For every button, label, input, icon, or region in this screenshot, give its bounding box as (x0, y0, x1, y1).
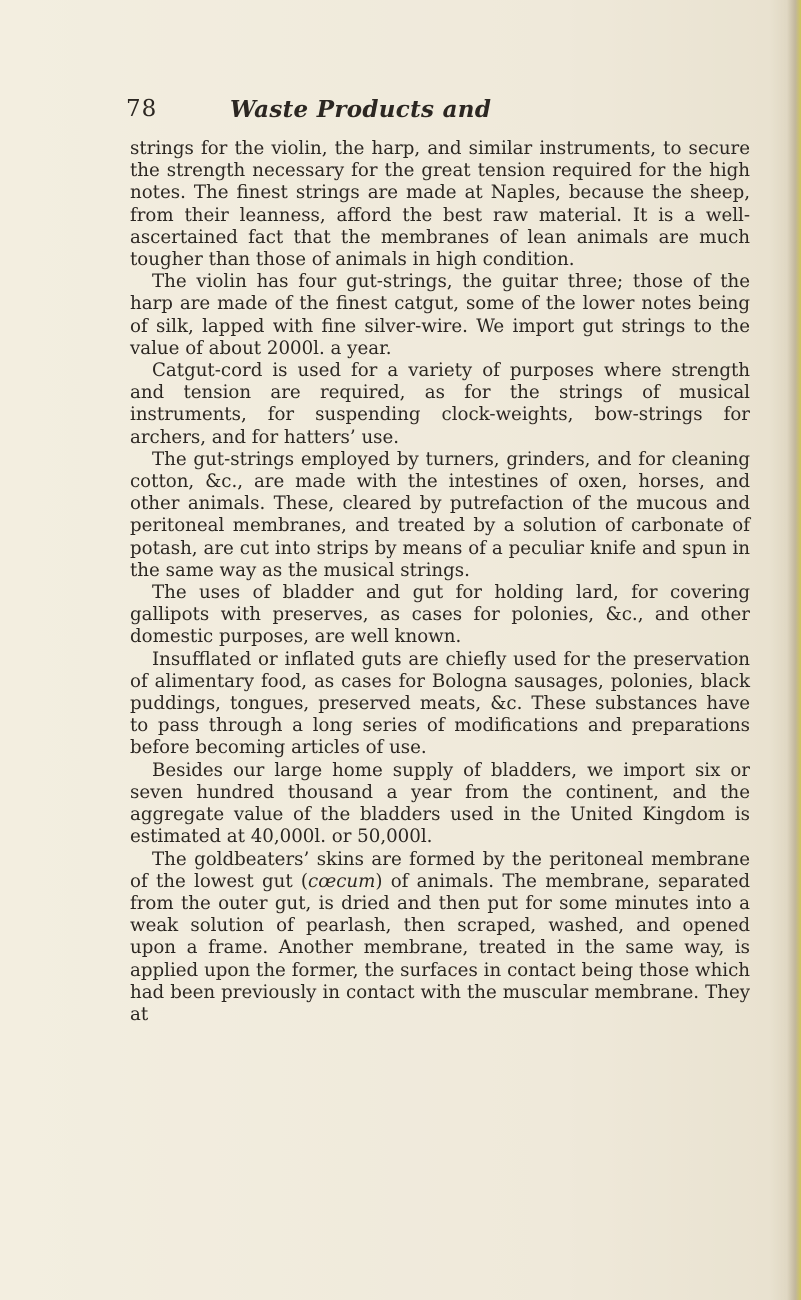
paragraph-gut-strings-count: The violin has four gut-strings, the guitar three; those of the harp are made of the finest catgut, some of the lower notes being of silk, lapped with fine silver-wire. We import gut strings to the value of about 2000l. a year. (130, 271, 750, 359)
paragraph-catgut-cord: Catgut-cord is used for a variety of purposes where strength and tension are required, as for the strings of musical instruments, for suspending clock-weights, bow-strings for archers, and for hatters’ use. (130, 360, 750, 448)
goldbeaters-text-end: ) of animals. The membrane, separated from the outer gut, is dried and then put for some minutes into a weak solution of pearlash, then scraped, washed, and opened upon a frame. Another membrane, treated in the same way, is applied upon the former, the surfaces in contact being those which had been previously in contact with the muscular membrane. They at (130, 870, 750, 1025)
paragraph-violin-strings: strings for the violin, the harp, and similar instruments, to secure the strength necessary for the great tension required for the high notes. The finest strings are made at Naples, because the sheep, from their leanness, afford the best raw material. It is a well-ascertained fact that the membranes of lean animals are much tougher than those of animals in high condition. (130, 138, 750, 271)
page-number: 78 (126, 96, 158, 122)
paragraph-goldbeaters-skins (130, 849, 750, 1027)
paragraph-bladder-imports: Besides our large home supply of bladders, we import six or seven hundred thousand a year from the continent, and the aggregate value of the bladders used in the United Kingdom is estimated at 40,000l. or 50,000l. (130, 759, 750, 848)
paragraph-bladder-uses: The uses of bladder and gut for holding lard, for covering gallipots with preserves, as cases for polonies, &c., and other domestic purposes, are well known. (130, 582, 750, 648)
paragraph-insufflated-guts: Insufflated or inflated guts are chiefly used for the preservation of alimentary food, as cases for Bologna sausages, polonies, black puddings, tongues, preserved meats, &c. These substances have to pass through a long series of modifications and preparations before becoming articles of use. (130, 648, 750, 759)
goldbeaters-text-start: The goldbeaters’ skins are formed by the peritoneal membrane of the lowest gut ( (130, 848, 750, 892)
paragraph-turners-strings: The gut-strings employed by turners, grinders, and for cleaning cotton, &c., are made with the intestines of oxen, horses, and other animals. These, cleared by putrefaction of the mucous and peritoneal membranes, and treated by a solution of carbonate of potash, are cut into strips by means of a peculiar knife and spun in the same way as the musical strings. (130, 448, 750, 581)
running-head: Waste Products and (230, 96, 492, 123)
goldbeaters-latin-term: cœcum (308, 870, 376, 892)
page-binding-edge (787, 0, 801, 1300)
body-text (130, 138, 750, 1026)
